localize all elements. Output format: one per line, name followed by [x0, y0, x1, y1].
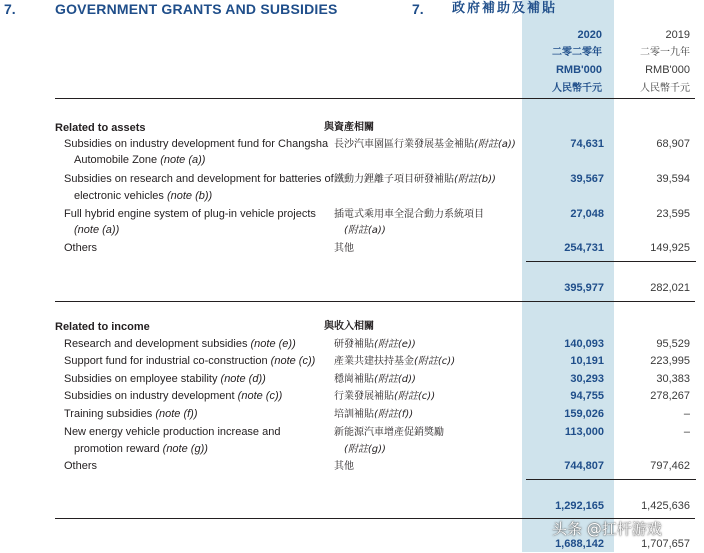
asset-row-value-2020: 254,731 [564, 242, 604, 254]
col-2020-year: 2020 [577, 29, 602, 41]
income-row-value-2020: 140,093 [564, 338, 604, 350]
income-row-label-cn: 行業發展補貼(附註(c)) [334, 391, 436, 402]
income-row-value-2019: 797,462 [650, 460, 690, 472]
income-row-value-2019: – [683, 426, 690, 438]
asset-row-label-cn: 插電式乘用車全混合動力系統項目 [334, 209, 484, 220]
section-title-cn: 政府補助及補貼 [452, 1, 558, 16]
asset-row-label-cont: Automobile Zone (note (a)) [74, 154, 206, 166]
asset-row-value-2019: 23,595 [656, 208, 690, 220]
asset-row-label-cn-cont: (附註(a)) [344, 225, 386, 236]
income-row-label: New energy vehicle production increase and [64, 426, 281, 438]
asset-row-label-cn: 鐵動力鋰離子項目研發補貼(附註(b)) [334, 174, 496, 185]
income-row-value-2020: 113,000 [564, 426, 604, 438]
asset-row-label-cont: electronic vehicles (note (b)) [74, 190, 213, 202]
income-subtotal-rule [526, 479, 696, 480]
income-row-label: Subsidies on industry development (note (c)) [64, 390, 283, 402]
col-2019-unit: RMB'000 [645, 64, 690, 76]
income-row-value-2019: 30,383 [656, 373, 690, 385]
asset-row-value-2020: 39,567 [570, 173, 604, 185]
income-row-label: Subsidies on employee stability (note (d)) [64, 373, 266, 385]
grand-total-2019: 1,707,657 [641, 538, 690, 550]
income-row-label: Others [64, 460, 98, 472]
asset-row-value-2019: 149,925 [650, 242, 690, 254]
income-row-label-cn: 其他 [334, 461, 354, 472]
asset-row-value-2019: 68,907 [656, 138, 690, 150]
assets-subtotal-rule [526, 261, 696, 262]
income-row-label-cn: 穩崗補貼(附註(d)) [334, 374, 416, 385]
income-heading-en: Related to income [55, 321, 150, 333]
income-row-value-2020: 94,755 [570, 390, 604, 402]
income-row-label-cn: 培訓補貼(附註(f)) [334, 409, 414, 420]
income-row-label: Research and development subsidies (note (e)) [64, 338, 296, 350]
asset-row-value-2020: 27,048 [570, 208, 604, 220]
income-row-value-2020: 744,807 [564, 460, 604, 472]
income-row-label: Support fund for industrial co-construction (note (c)) [64, 355, 316, 367]
income-row-value-2019: 223,995 [650, 355, 690, 367]
assets-section-rule [55, 301, 695, 302]
col-2020-unit-cn: 人民幣千元 [552, 83, 602, 94]
income-row-value-2020: 10,191 [570, 355, 604, 367]
asset-row-label: Subsidies on research and development for batteries of [64, 173, 334, 185]
col-2020-unit: RMB'000 [555, 64, 602, 76]
col-2019-year: 2019 [665, 29, 690, 41]
income-row-value-2019: – [683, 408, 690, 420]
assets-subtotal-2019: 282,021 [650, 282, 690, 294]
income-row-label-cn: 產業共建扶持基金(附註(c)) [334, 356, 456, 367]
asset-row-value-2020: 74,631 [570, 138, 604, 150]
income-subtotal-2020: 1,292,165 [555, 500, 604, 512]
income-row-value-2019: 278,267 [650, 390, 690, 402]
section-number-en: 7. [4, 1, 16, 17]
asset-row-label-cn: 長沙汽車園區行業發展基金補貼(附註(a)) [334, 139, 516, 150]
income-row-label-cn-cont: (附註(g)) [344, 444, 386, 455]
col-2019-unit-cn: 人民幣千元 [640, 83, 690, 94]
asset-row-label-cont: (note (a)) [74, 224, 120, 236]
income-row-label-cont: promotion reward (note (g)) [74, 443, 208, 455]
income-subtotal-2019: 1,425,636 [641, 500, 690, 512]
section-number-cn: 7. [412, 1, 424, 17]
income-row-label-cn: 新能源汽車增產促銷獎勵 [334, 427, 444, 438]
income-row-label-cn: 研發補貼(附註(e)) [334, 339, 416, 350]
assets-heading-en: Related to assets [55, 122, 146, 134]
watermark: 头条 @扛杆游戏 [552, 520, 662, 538]
income-row-value-2019: 95,529 [656, 338, 690, 350]
asset-row-label-cn: 其他 [334, 243, 354, 254]
asset-row-label: Subsidies on industry development fund for Changsha [64, 138, 329, 150]
asset-row-value-2019: 39,594 [656, 173, 690, 185]
header-rule [55, 98, 695, 99]
assets-heading-cn: 與資產相關 [324, 122, 374, 133]
asset-row-label: Full hybrid engine system of plug-in vehicle projects [64, 208, 316, 220]
asset-row-label: Others [64, 242, 98, 254]
col-2019-year-cn: 二零一九年 [640, 47, 690, 58]
assets-subtotal-2020: 395,977 [564, 282, 604, 294]
income-row-value-2020: 30,293 [570, 373, 604, 385]
income-row-value-2020: 159,026 [564, 408, 604, 420]
section-title-en: GOVERNMENT GRANTS AND SUBSIDIES [55, 1, 338, 17]
grand-total-2020: 1,688,142 [555, 538, 604, 550]
income-row-label: Training subsidies (note (f)) [64, 408, 198, 420]
col-2020-year-cn: 二零二零年 [552, 47, 602, 58]
income-heading-cn: 與收入相關 [324, 321, 374, 332]
